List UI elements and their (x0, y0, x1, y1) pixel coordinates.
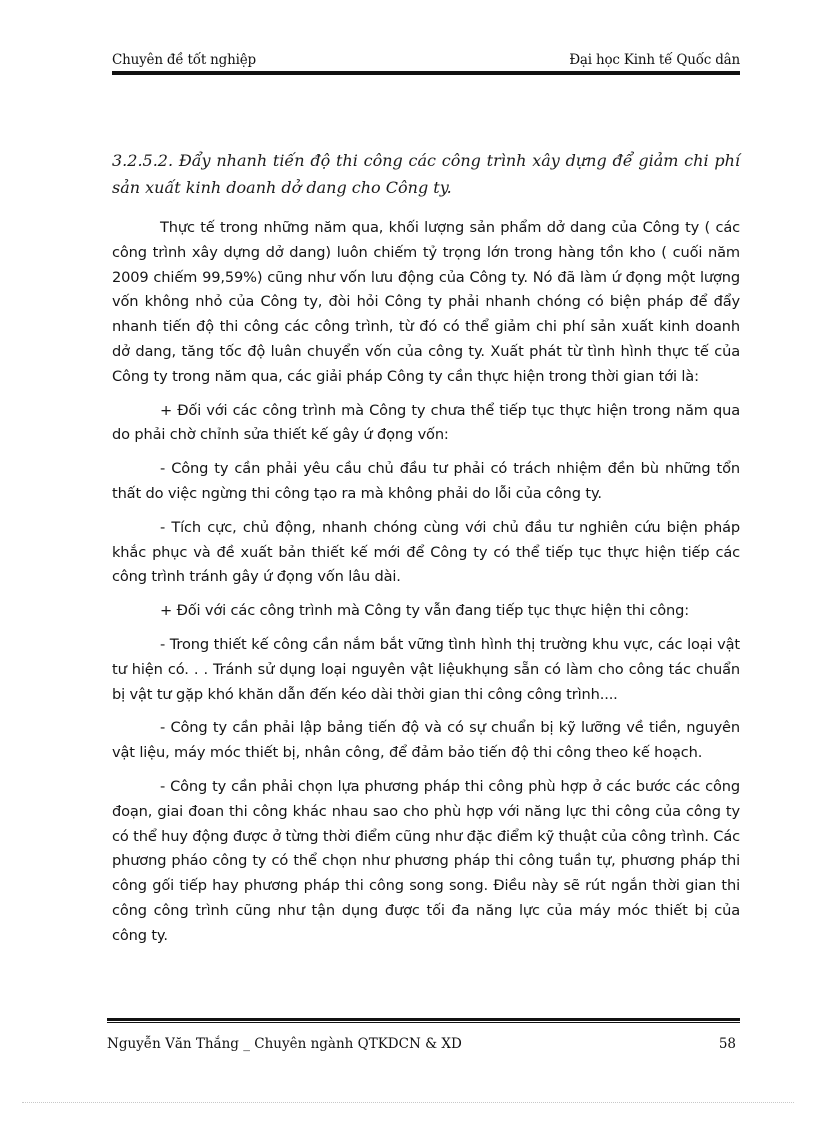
paragraph: - Công ty cần phải chọn lựa phương pháp thi công phù hợp ở các bước các công đoạn, giai đoan thi công khác nhau sao cho phù hợp với năng lực thi công của công ty có thể huy động được ở từng thời điểm cũng như đặc điểm kỹ thuật của công trình. Các phương pháo công ty có thể chọn như phương pháp thi công tuần tự, phương pháp thi công gối tiếp hay phương pháp thi công song song. Điều này sẽ rút ngắn thời gian thi công công trình cũng như tận dụng được tối đa năng lực của máy móc thiết bị của công ty. (112, 777, 740, 944)
paragraph: - Công ty cần phải lập bảng tiến độ và có sự chuẩn bị kỹ lưỡng về tiền, nguyên vật liệu, máy móc thiết bị, nhân công, để đảm bảo tiến độ thi công theo kế hoạch. (112, 719, 740, 762)
paragraph: - Trong thiết kế công cần nắm bắt vững tình hình thị trường khu vực, các loại vật tư hiện có. . . Tránh sử dụng loại nguyên vật liệukhụng sẵn có làm cho công tác chuẩn bị vật tư gặp khó khăn dẫn đến kéo dài thời gian thi công công trình.... (112, 635, 740, 703)
paragraph: - Tích cực, chủ động, nhanh chóng cùng với chủ đầu tư nghiên cứu biện pháp khắc phục và đề xuất bản thiết kế mới để Công ty có thể tiếp tục thực hiện tiếp các công trình tránh gây ứ đọng vốn lâu dài. (112, 518, 740, 586)
page-header (112, 46, 740, 76)
paragraph: + Đối với các công trình mà Công ty vẫn đang tiếp tục thực hiện thi công: (160, 602, 690, 620)
header-rule (112, 71, 740, 75)
page-edge-divider (22, 1102, 794, 1103)
page-number: 58 (718, 1036, 736, 1052)
footer-rule (107, 1018, 740, 1023)
footer-author: Nguyễn Văn Thắng _ Chuyên ngành QTKDCN & XD (107, 1036, 462, 1052)
paragraph: Thực tế trong những năm qua, khối lượng sản phẩm dở dang của Công ty ( các công trình xây dựng dở dang) luôn chiếm tỷ trọng lớn trong hàng tồn kho ( cuối năm 2009 chiếm 99,59%) cũng như vốn lưu động của Công ty. Nó đã làm ứ đọng một lượng vốn không nhỏ của Công ty, đòi hỏi Công ty phải nhanh chóng có biện pháp để đẩy nhanh tiến độ thi công các công trình, từ đó có thể giảm chi phí sản xuất kinh doanh dở dang, tăng tốc độ luân chuyển vốn của công ty. Xuất phát từ tình hình thực tế của Công ty trong năm qua, các giải pháp Công ty cần thực hiện trong thời gian tới là: (112, 219, 740, 385)
header-university: Đại học Kinh tế Quốc dân (569, 52, 740, 68)
paragraph: + Đối với các công trình mà Công ty chưa thể tiếp tục thực hiện trong năm qua do phải chờ chỉnh sửa thiết kế gây ứ đọng vốn: (112, 401, 740, 444)
page-body (112, 147, 740, 958)
paragraph: - Công ty cần phải yêu cầu chủ đầu tư phải có trách nhiệm đền bù những tổn thất do việc ngừng thi công tạo ra mà không phải do lỗi của công ty. (112, 460, 740, 502)
page-footer (107, 1018, 740, 1058)
header-thesis-type: Chuyên đề tốt nghiệp (112, 52, 256, 68)
section-heading: 3.2.5.2. Đẩy nhanh tiến độ thi công các công trình xây dựng để giảm chi phí sản xuất kinh doanh dở dang cho Công ty. (112, 151, 740, 197)
